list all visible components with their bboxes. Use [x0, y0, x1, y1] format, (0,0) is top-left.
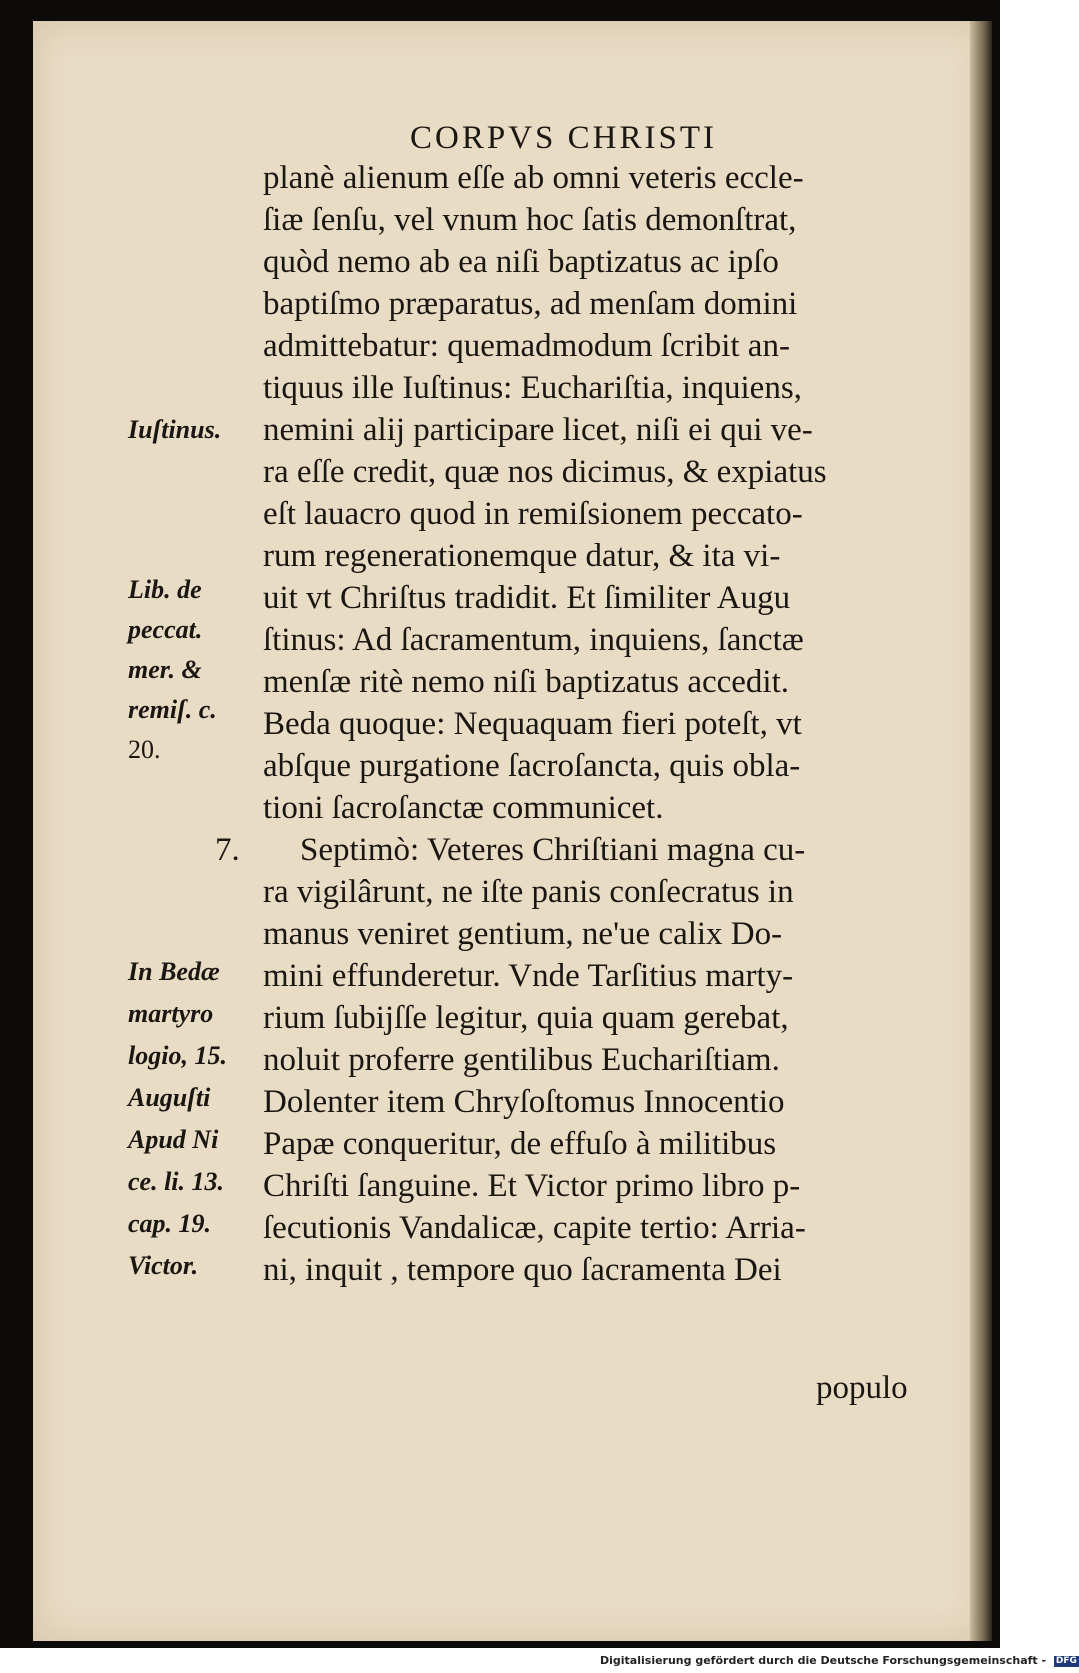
section-number: 7. [215, 832, 240, 868]
text-line: tiquus ille Iuſtinus: Euchariſtia, inquiens, [263, 370, 802, 406]
text-line: Beda quoque: Nequaquam fieri poteſt, vt [263, 706, 802, 742]
text-line: tioni ſacroſanctæ communicet. [263, 790, 664, 826]
margin-note: Lib. de [128, 575, 202, 604]
text-line: Dolenter item Chryſoſtomus Innocentio [263, 1084, 785, 1120]
text-line: baptiſmo præparatus, ad menſam domini [263, 286, 798, 322]
page-edge-shadow [970, 21, 992, 1641]
text-line: abſque purgatione ſacroſancta, quis obla- [263, 748, 801, 784]
catchword: populo [816, 1370, 908, 1406]
margin-note: martyro [128, 999, 214, 1028]
text-line: admittebatur: quemadmodum ſcribit an- [263, 328, 790, 364]
margin-note: In Bedæ [128, 957, 220, 986]
footer-text: Digitalisierung gefördert durch die Deutsche Forschungsgemeinschaft - [600, 1654, 1047, 1667]
text-line: ni, inquit , tempore quo ſacramenta Dei [263, 1252, 782, 1288]
text-line: ra vigilârunt, ne iſte panis conſecratus in [263, 874, 794, 910]
text-line: noluit proferre gentilibus Euchariſtiam. [263, 1042, 780, 1078]
margin-note: Victor. [128, 1251, 199, 1280]
text-line: manus veniret gentium, ne'ue calix Do- [263, 916, 783, 952]
text-line: rum regenerationemque datur, & ita vi- [263, 538, 781, 574]
text-line: eſt lauacro quod in remiſsionem peccato- [263, 496, 803, 532]
margin-note: remiſ. c. [128, 695, 217, 724]
text-line: ſiæ ſenſu, vel vnum hoc ſatis demonſtrat, [263, 202, 797, 238]
running-head: CORPVS CHRISTI [410, 120, 717, 156]
text-line: nemini alij participare licet, niſi ei qui ve- [263, 412, 813, 448]
text-line: ra eſſe credit, quæ nos dicimus, & expiatus [263, 454, 827, 490]
text-line: quòd nemo ab ea niſi baptizatus ac ipſo [263, 244, 779, 280]
digitization-footer [600, 1654, 1079, 1667]
margin-note: cap. 19. [128, 1209, 212, 1238]
margin-note: Auguſti [128, 1083, 211, 1112]
text-line: rium ſubijſſe legitur, quia quam gerebat, [263, 1000, 789, 1036]
text-line: ſecutionis Vandalicæ, capite tertio: Arria- [263, 1210, 806, 1246]
margin-note: ce. li. 13. [128, 1167, 225, 1196]
text-line: Papæ conqueritur, de effuſo à militibus [263, 1126, 777, 1162]
text-line: Septimò: Veteres Chriſtiani magna cu- [300, 832, 806, 868]
margin-note: mer. & [128, 655, 202, 684]
margin-note: peccat. [128, 615, 203, 644]
text-line: planè alienum eſſe ab omni veteris eccle- [263, 160, 804, 196]
margin-note: 20. [128, 735, 161, 764]
dfg-logo: DFG [1055, 1655, 1077, 1666]
margin-note: Iuſtinus. [128, 415, 222, 444]
text-line: menſæ ritè nemo niſi baptizatus accedit. [263, 664, 790, 700]
text-line: Chriſti ſanguine. Et Victor primo libro p- [263, 1168, 801, 1204]
text-line: ſtinus: Ad ſacramentum, inquiens, ſanctæ [263, 622, 804, 658]
margin-note: Apud Ni [128, 1125, 219, 1154]
text-line: mini effunderetur. Vnde Tarſitius marty- [263, 958, 794, 994]
margin-note: logio, 15. [128, 1041, 227, 1070]
text-line: uit vt Chriſtus tradidit. Et ſimiliter Augu [263, 580, 791, 616]
